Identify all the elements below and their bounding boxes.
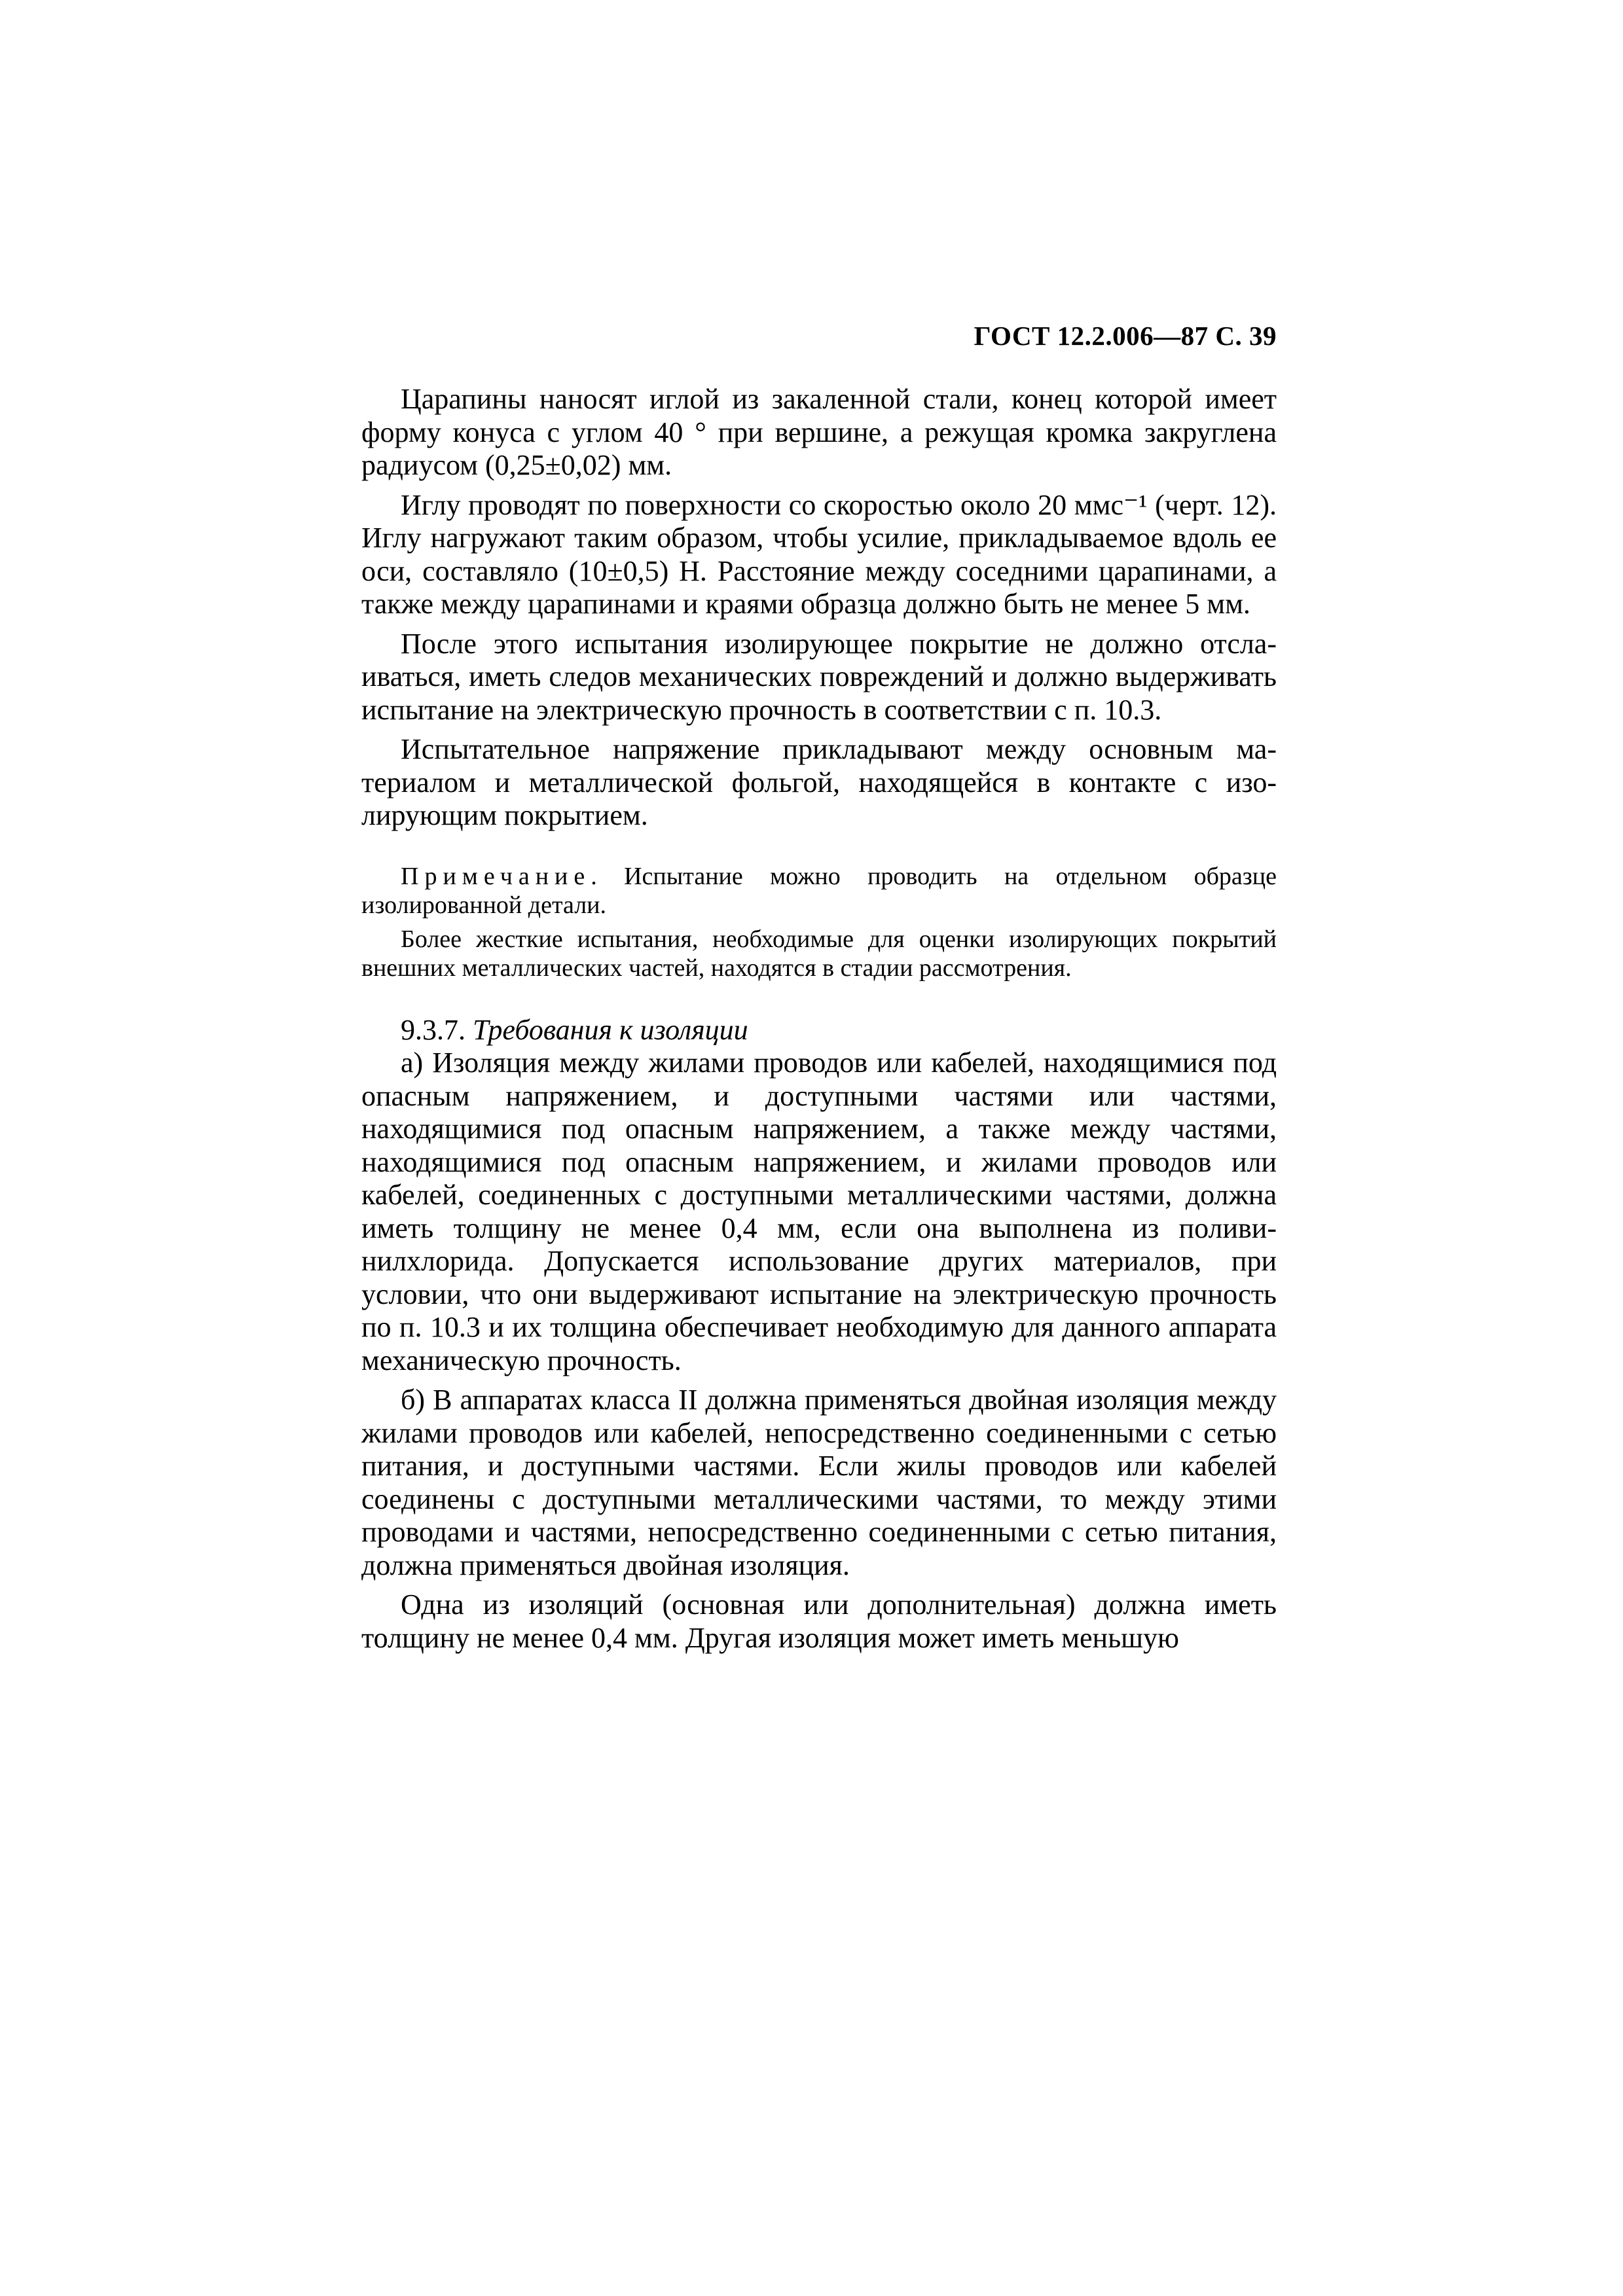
section-heading <box>361 1014 1277 1047</box>
paragraph-insulation-a: а) Изоляция между жилами проводов или кабелей, находящимися под опасным напряжением, и доступными частями или частями, находящимися под опасным напряжением, а также между частями, находящимися под опасным напряжением, и жилами проводов или кабелей, соединенных с доступными металлическими частями, должна иметь толщину не менее 0,4 мм, если она выполнена из поливинилхлорида. Допускается использование других материалов, при условии, что они выдерживают испытание на электрическую прочность по п. 10.3 и их толщина обеспечивает необходимую для данного аппарата механическую прочность. <box>361 1047 1277 1376</box>
paragraph-scratch-needle: Царапины наносят иглой из закаленной стали, конец которой имеет форму конуса с углом 40 ° при вершине, а режущая кромка закруглена радиусом (0,25±0,02) мм. <box>361 383 1277 481</box>
note-label: Примечание <box>401 862 591 890</box>
paragraph-test-voltage: Испытательное напряжение прикладывают между основным материалом и металлической фольгой, находящейся в контакте с изолирующим покрытием. <box>361 733 1277 831</box>
page-header: ГОСТ 12.2.006—87 С. 39 <box>974 321 1277 351</box>
note-first-text: . Испытание можно проводить на отдельном образце изолированной детали. <box>361 862 1277 919</box>
paragraph-insulation-thickness: Одна из изоляций (основная или дополнительная) должна иметь толщину не менее 0,4 мм. Другая изоляция может иметь меньшую <box>361 1588 1277 1654</box>
paragraph-insulation-b: б) В аппаратах класса II должна применяться двойная изоляция между жилами проводов или кабелей, непосредственно соединенными с сетью питания, и доступными частями. Если жилы проводов или кабелей соединены с доступными металлическими частями, то между этими проводами и частями, непосредственно соединенными с сетью питания, должна применяться двойная изоляция. <box>361 1384 1277 1581</box>
paragraph-after-test: После этого испытания изолирующее покрытие не должно отслаиваться, иметь следов механических повреждений и должно выдерживать испытание на электрическую прочность в соответствии с п. 10.3. <box>361 627 1277 726</box>
section-9-3-7 <box>361 1014 1277 1655</box>
note-first <box>361 862 1277 920</box>
page-body <box>361 383 1277 1655</box>
paragraph-needle-load: Иглу проводят по поверхности со скоростью около 20 ммс⁻¹ (черт. 12). Иглу нагружают таким образом, чтобы усилие, прикладываемое вдоль ее оси, составляло (10±0,5) Н. Расстояние между соседними царапинами, а также между царапинами и краями образца должно быть не менее 5 мм. <box>361 488 1277 620</box>
section-number: 9.3.7. <box>401 1013 465 1046</box>
note-block <box>361 862 1277 982</box>
note-second: Более жесткие испытания, необходимые для оценки изолирующих покрытий внешних металлических частей, находятся в стадии рассмотрения. <box>361 925 1277 982</box>
section-title: Требования к изоляции <box>473 1013 748 1046</box>
